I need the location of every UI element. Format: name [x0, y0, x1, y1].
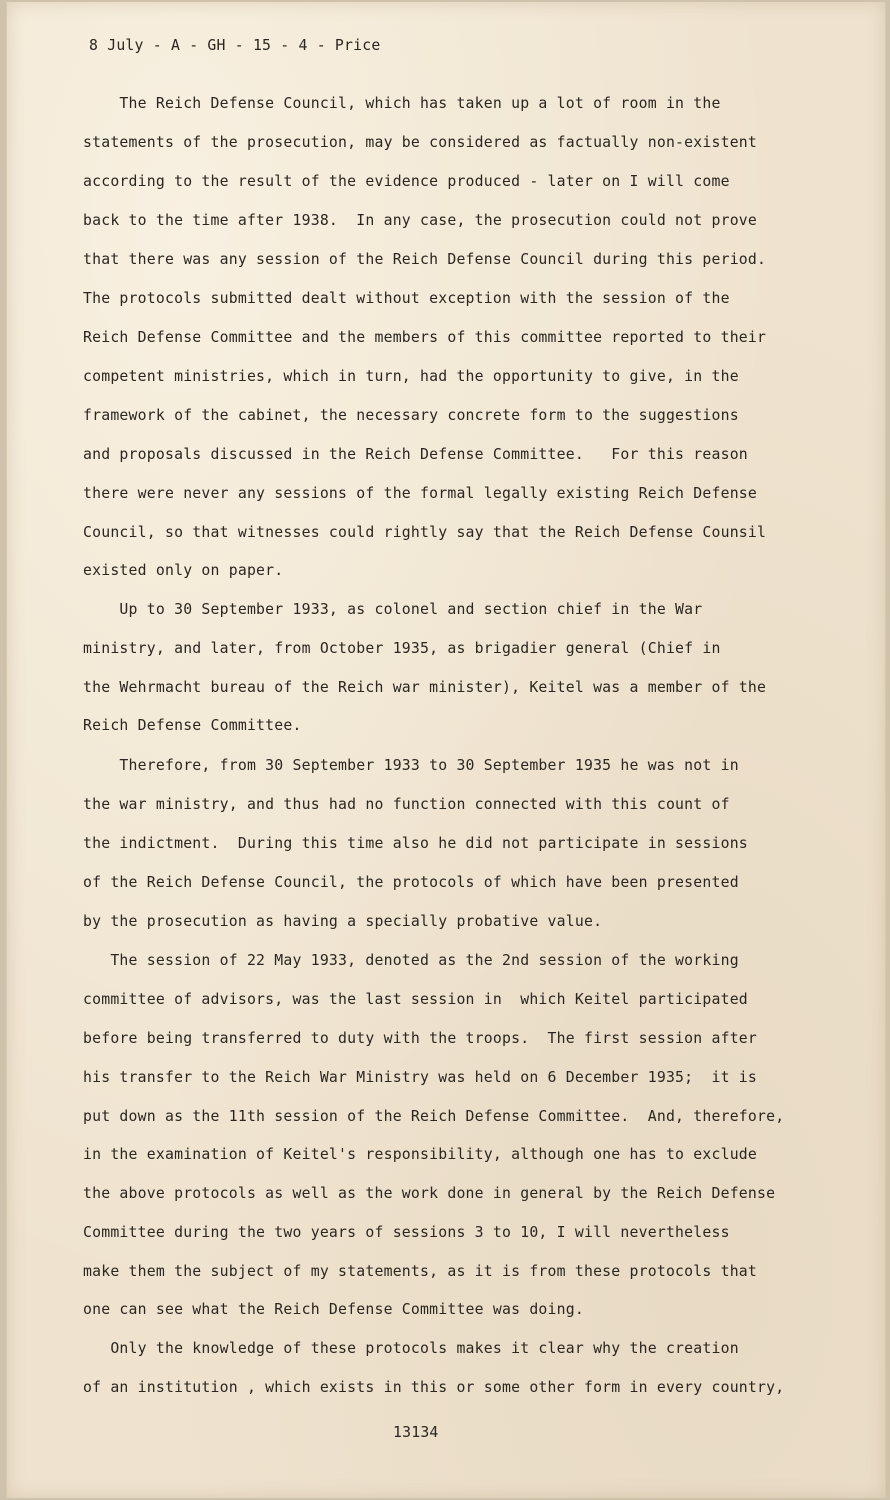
text-line: one can see what the Reich Defense Committee was doing. [83, 1301, 584, 1318]
text-line: Committee during the two years of sessions 3 to 10, I will nevertheless [83, 1224, 730, 1241]
text-line: Therefore, from 30 September 1933 to 30 September 1935 he was not in [83, 757, 739, 774]
text-line: of the Reich Defense Council, the protocols of which have been presented [83, 874, 739, 891]
document-page [6, 2, 886, 1498]
page-header: 8 July - A - GH - 15 - 4 - Price [89, 37, 381, 54]
text-line: there were never any sessions of the formal legally existing Reich Defense [83, 485, 758, 502]
text-line: the Wehrmacht bureau of the Reich war minister), Keitel was a member of the [83, 679, 767, 696]
text-line: of an institution , which exists in this or some other form in every country, [83, 1379, 785, 1396]
text-line: and proposals discussed in the Reich Defense Committee. For this reason [83, 446, 748, 463]
text-line: according to the result of the evidence produced - later on I will come [83, 173, 730, 190]
text-line: the indictment. During this time also he did not participate in sessions [83, 835, 748, 852]
text-line: The session of 22 May 1933, denoted as the 2nd session of the working [83, 952, 739, 969]
text-line: in the examination of Keitel's responsibility, although one has to exclude [83, 1146, 758, 1163]
text-line: his transfer to the Reich War Ministry was held on 6 December 1935; it is [83, 1069, 758, 1086]
text-line: existed only on paper. [83, 562, 284, 579]
text-line: Reich Defense Committee and the members of this committee reported to their [83, 329, 767, 346]
text-line: statements of the prosecution, may be considered as factually non-existent [83, 134, 758, 151]
text-line: before being transferred to duty with the troops. The first session after [83, 1030, 758, 1047]
text-line: Council, so that witnesses could rightly say that the Reich Defense Counsil [83, 524, 767, 541]
text-line: the war ministry, and thus had no function connected with this count of [83, 796, 730, 813]
text-line: Only the knowledge of these protocols makes it clear why the creation [83, 1340, 739, 1357]
text-line: Up to 30 September 1933, as colonel and section chief in the War [83, 601, 703, 618]
text-line: competent ministries, which in turn, had the opportunity to give, in the [83, 368, 739, 385]
text-line: make them the subject of my statements, as it is from these protocols that [83, 1263, 758, 1280]
text-line: Reich Defense Committee. [83, 717, 302, 734]
text-line: back to the time after 1938. In any case, the prosecution could not prove [83, 212, 758, 229]
text-line: put down as the 11th session of the Reich Defense Committee. And, therefore, [83, 1108, 785, 1125]
text-line: committee of advisors, was the last session in which Keitel participated [83, 991, 748, 1008]
text-line: the above protocols as well as the work done in general by the Reich Defense [83, 1185, 776, 1202]
text-line: by the prosecution as having a specially probative value. [83, 913, 603, 930]
page-number: 13134 [393, 1424, 439, 1441]
text-line: that there was any session of the Reich Defense Council during this period. [83, 251, 767, 268]
text-line: The Reich Defense Council, which has taken up a lot of room in the [83, 95, 721, 112]
text-line: framework of the cabinet, the necessary concrete form to the suggestions [83, 407, 739, 424]
text-line: The protocols submitted dealt without exception with the session of the [83, 290, 730, 307]
text-line: ministry, and later, from October 1935, as brigadier general (Chief in [83, 640, 721, 657]
